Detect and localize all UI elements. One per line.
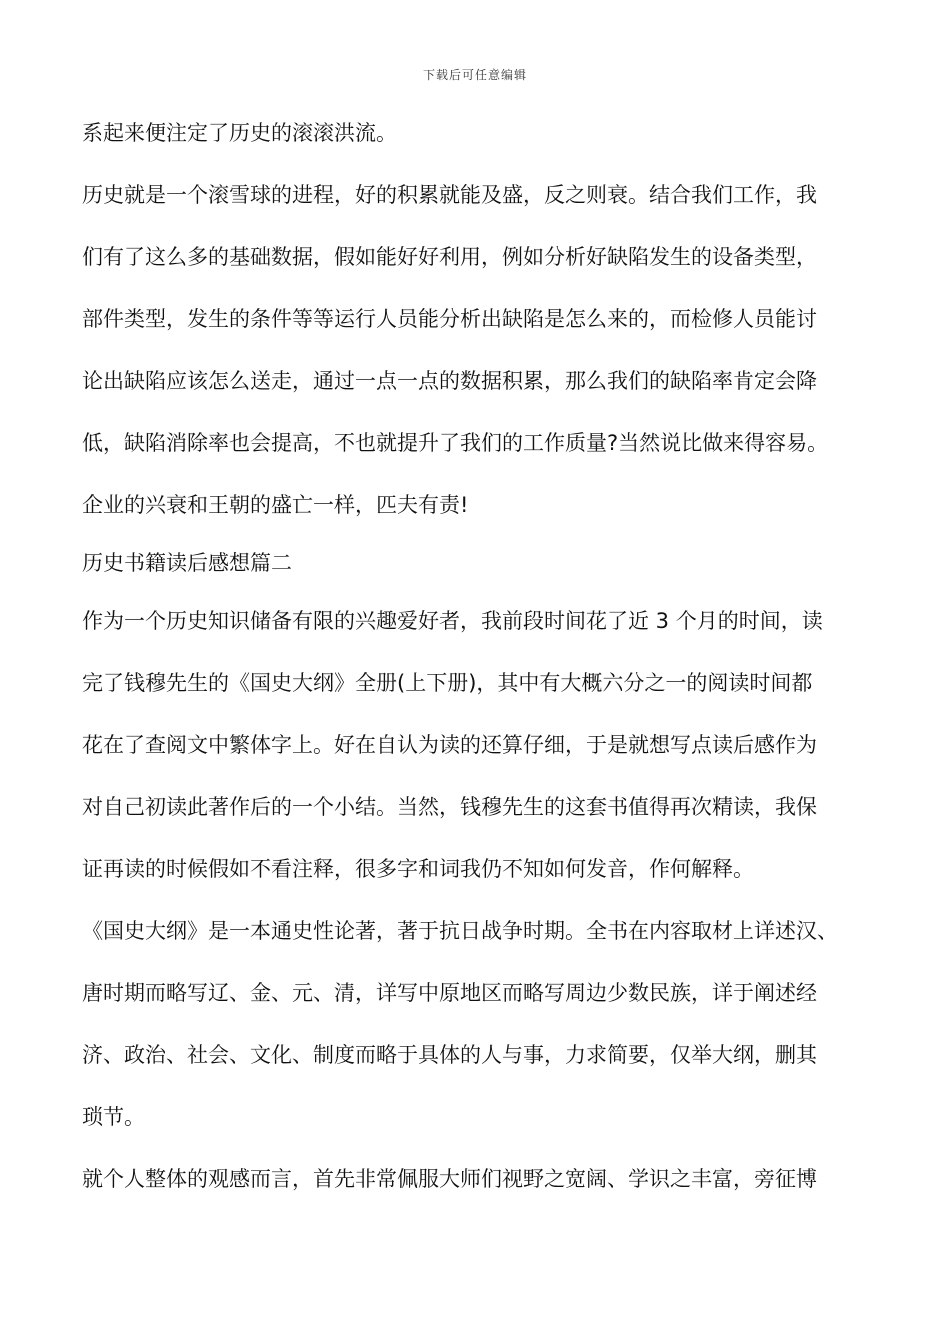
text-line-5: 论出缺陷应该怎么送走，通过一点一点的数据积累，那么我们的缺陷率肯定会降 <box>82 369 817 393</box>
text-line-4: 部件类型，发生的条件等等运行人员能分析出缺陷是怎么来的，而检修人员能讨 <box>82 307 817 331</box>
text-line-1: 系起来便注定了历史的滚滚洪流。 <box>82 121 397 145</box>
text-line-16: 济、政治、社会、文化、制度而略于具体的人与事，力求简要，仅举大纲，删其 <box>82 1043 817 1067</box>
text-line-15: 唐时期而略写辽、金、元、清，详写中原地区而略写周边少数民族，详于阐述经 <box>82 981 817 1005</box>
text-line-10: 完了钱穆先生的《国史大纲》全册(上下册)，其中有大概六分之一的阅读时间都 <box>82 671 813 695</box>
text-line-9: 作为一个历史知识储备有限的兴趣爱好者，我前段时间花了近 3 个月的时间，读 <box>82 609 823 633</box>
text-line-13: 证再读的时候假如不看注释，很多字和词我仍不知如何发音，作何解释。 <box>82 857 754 881</box>
text-line-11: 花在了查阅文中繁体字上。好在自认为读的还算仔细，于是就想写点读后感作为 <box>82 733 817 757</box>
text-line-7: 企业的兴衰和王朝的盛亡一样，匹夫有责! <box>82 493 469 517</box>
text-line-6: 低，缺陷消除率也会提高，不也就提升了我们的工作质量?当然说比做来得容易。 <box>82 431 829 455</box>
text-line-12: 对自己初读此著作后的一个小结。当然，钱穆先生的这套书值得再次精读，我保 <box>82 795 817 819</box>
section-heading: 历史书籍读后感想篇二 <box>82 551 292 575</box>
text-line-2: 历史就是一个滚雪球的进程，好的积累就能及盛，反之则衰。结合我们工作，我 <box>82 183 817 207</box>
text-line-14: 《国史大纲》是一本通史性论著，著于抗日战争时期。全书在内容取材上详述汉、 <box>82 919 838 943</box>
text-line-18: 就个人整体的观感而言，首先非常佩服大师们视野之宽阔、学识之丰富，旁征博 <box>82 1167 817 1191</box>
text-line-17: 琐节。 <box>82 1105 145 1129</box>
page-header-note: 下载后可任意编辑 <box>422 68 527 82</box>
text-line-3: 们有了这么多的基础数据，假如能好好利用，例如分析好缺陷发生的设备类型， <box>82 245 817 269</box>
